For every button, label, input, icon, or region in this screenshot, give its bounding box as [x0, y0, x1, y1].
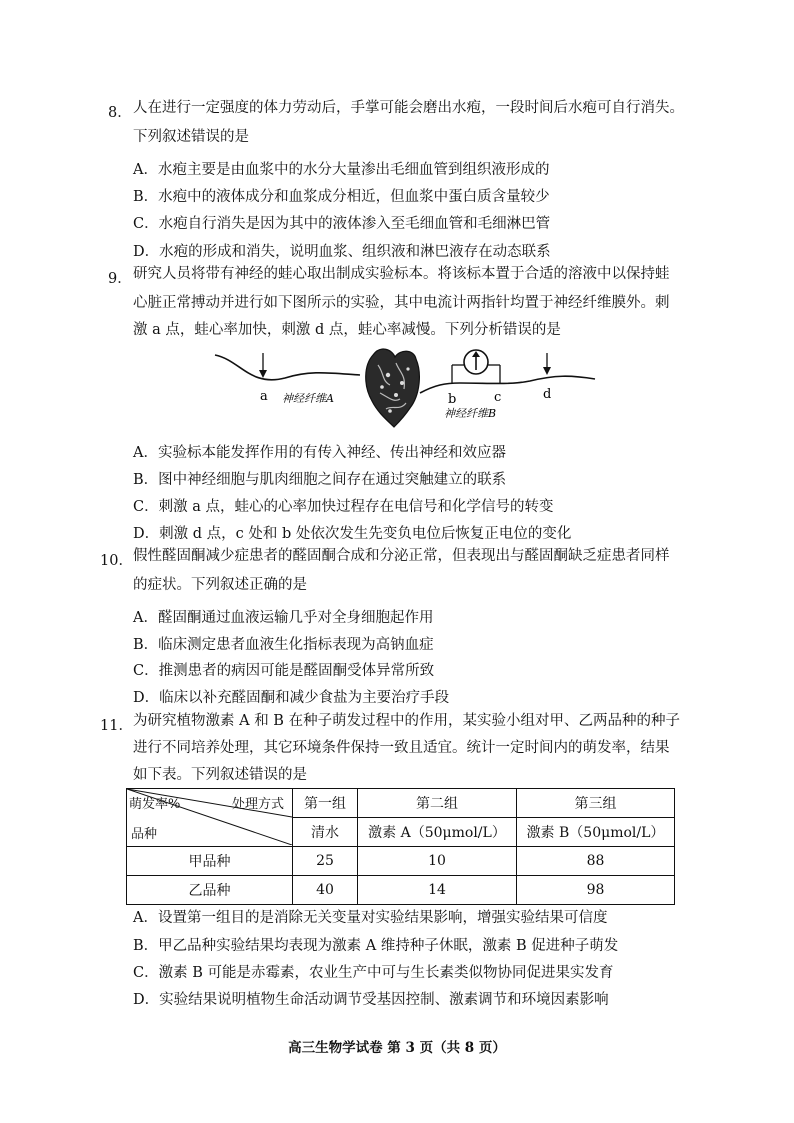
q11-stem-line3: 如下表。下列叙述错误的是 — [133, 767, 307, 783]
cell-yi-group-3: 98 — [517, 876, 675, 905]
label-d: d — [543, 387, 552, 402]
label-c: c — [494, 390, 502, 405]
table-row — [127, 847, 675, 876]
treatment-hormone-a: 激素 A（50μmol/L） — [358, 818, 517, 847]
q10-stem-line2: 的症状。下列叙述正确的是 — [133, 577, 307, 593]
label-nerve-fiber-b: 神经纤维B — [444, 407, 497, 420]
q11-stem-line2: 进行不同培养处理，其它环境条件保持一致且适宜。统计一定时间内的萌发率，结果 — [133, 740, 670, 756]
page-footer: 高三生物学试卷 第 3 页（共 8 页） — [288, 1040, 506, 1056]
cell-jia-group-1: 25 — [293, 847, 358, 876]
header-group-3: 第三组 — [517, 789, 675, 818]
stimulus-arrowhead-a — [259, 370, 267, 378]
treatment-water: 清水 — [293, 818, 358, 847]
q11-number: 11． — [100, 718, 133, 734]
q11-option-d: D．实验结果说明植物生命活动调节受基因控制、激素调节和环境因素影响 — [133, 992, 609, 1008]
cell-jia-group-2: 10 — [358, 847, 517, 876]
label-b: b — [448, 392, 457, 407]
cell-jia-group-3: 88 — [517, 847, 675, 876]
q8-stem-line1: 人在进行一定强度的体力劳动后，手掌可能会磨出水疱，一段时间后水疱可自行消失。 — [133, 100, 684, 116]
q10-option-a: A．醛固酮通过血液运输几乎对全身细胞起作用 — [133, 610, 434, 626]
row-variety-yi: 乙品种 — [127, 876, 293, 905]
nerve-fiber-a-line — [215, 355, 360, 380]
q11-stem-line1: 为研究植物激素 A 和 B 在种子萌发过程中的作用，某实验小组对甲、乙两品种的种子 — [133, 713, 681, 729]
q9-stem-line1: 研究人员将带有神经的蛙心取出制成实验标本。将该标本置于合适的溶液中以保持蛙 — [133, 266, 670, 282]
q8-option-b: B．水疱中的液体成分和血浆成分相近，但血浆中蛋白质含量较少 — [133, 189, 550, 205]
table-row — [127, 876, 675, 905]
q9-number: 9． — [108, 271, 132, 287]
q8-option-d: D．水疱的形成和消失，说明血浆、组织液和淋巴液存在动态联系 — [133, 244, 551, 260]
germination-rate-table — [126, 788, 675, 905]
q10-option-c: C．推测患者的病因可能是醛固酮受体异常所致 — [133, 663, 435, 679]
corner-label-variety: 品种 — [131, 827, 158, 842]
q8-stem-line2: 下列叙述错误的是 — [133, 129, 249, 145]
q8-option-a: A．水疱主要是由血浆中的水分大量渗出毛细血管到组织液形成的 — [133, 162, 550, 178]
q10-option-b: B．临床测定患者血液生化指标表现为高钠血症 — [133, 637, 434, 653]
nerve-fiber-b-line — [420, 376, 595, 393]
frog-heart-nerve-diagram — [210, 345, 600, 430]
q9-option-d: D．刺激 d 点，c 处和 b 处依次发生先变负电位后恢复正电位的变化 — [133, 526, 572, 542]
q9-option-c: C．刺激 a 点，蛙心的心率加快过程存在电信号和化学信号的转变 — [133, 499, 554, 515]
frog-heart-icon — [366, 349, 420, 427]
corner-label-treatment: 处理方式 — [231, 797, 284, 812]
cell-yi-group-2: 14 — [358, 876, 517, 905]
q11-option-a: A．设置第一组目的是消除无关变量对实验结果影响，增强实验结果可信度 — [133, 910, 608, 926]
q8-option-c: C．水疱自行消失是因为其中的液体渗入至毛细血管和毛细淋巴管 — [133, 216, 551, 232]
corner-label-rate: 萌发率% — [129, 797, 181, 812]
q11-option-b: B．甲乙品种实验结果均表现为激素 A 维持种子休眠，激素 B 促进种子萌发 — [133, 938, 619, 954]
q11-option-c: C．激素 B 可能是赤霉素，农业生产中可与生长素类似物协同促进果实发育 — [133, 965, 614, 981]
stimulus-arrowhead-d — [543, 367, 551, 375]
cell-yi-group-1: 40 — [293, 876, 358, 905]
q9-stem-line2: 心脏正常搏动并进行如下图所示的实验，其中电流计两指针均置于神经纤维膜外。刺 — [133, 295, 670, 311]
q10-stem-line1: 假性醛固酮减少症患者的醛固酮合成和分泌正常，但表现出与醛固酮缺乏症患者同样 — [133, 548, 670, 564]
q9-stem-line3: 激 a 点，蛙心率加快，刺激 d 点，蛙心率减慢。下列分析错误的是 — [133, 322, 561, 338]
q10-number: 10． — [100, 553, 133, 569]
row-variety-jia: 甲品种 — [127, 847, 293, 876]
label-nerve-fiber-a: 神经纤维A — [282, 392, 334, 405]
q9-option-b: B．图中神经细胞与肌肉细胞之间存在通过突触建立的联系 — [133, 472, 507, 488]
q8-number: 8． — [108, 105, 132, 121]
header-group-1: 第一组 — [293, 789, 358, 818]
table-corner-cell — [127, 789, 293, 847]
treatment-hormone-b: 激素 B（50μmol/L） — [517, 818, 675, 847]
label-a: a — [260, 389, 268, 404]
q9-option-a: A．实验标本能发挥作用的有传入神经、传出神经和效应器 — [133, 445, 506, 461]
q10-option-d: D．临床以补充醛固酮和减少食盐为主要治疗手段 — [133, 690, 450, 706]
header-group-2: 第二组 — [358, 789, 517, 818]
